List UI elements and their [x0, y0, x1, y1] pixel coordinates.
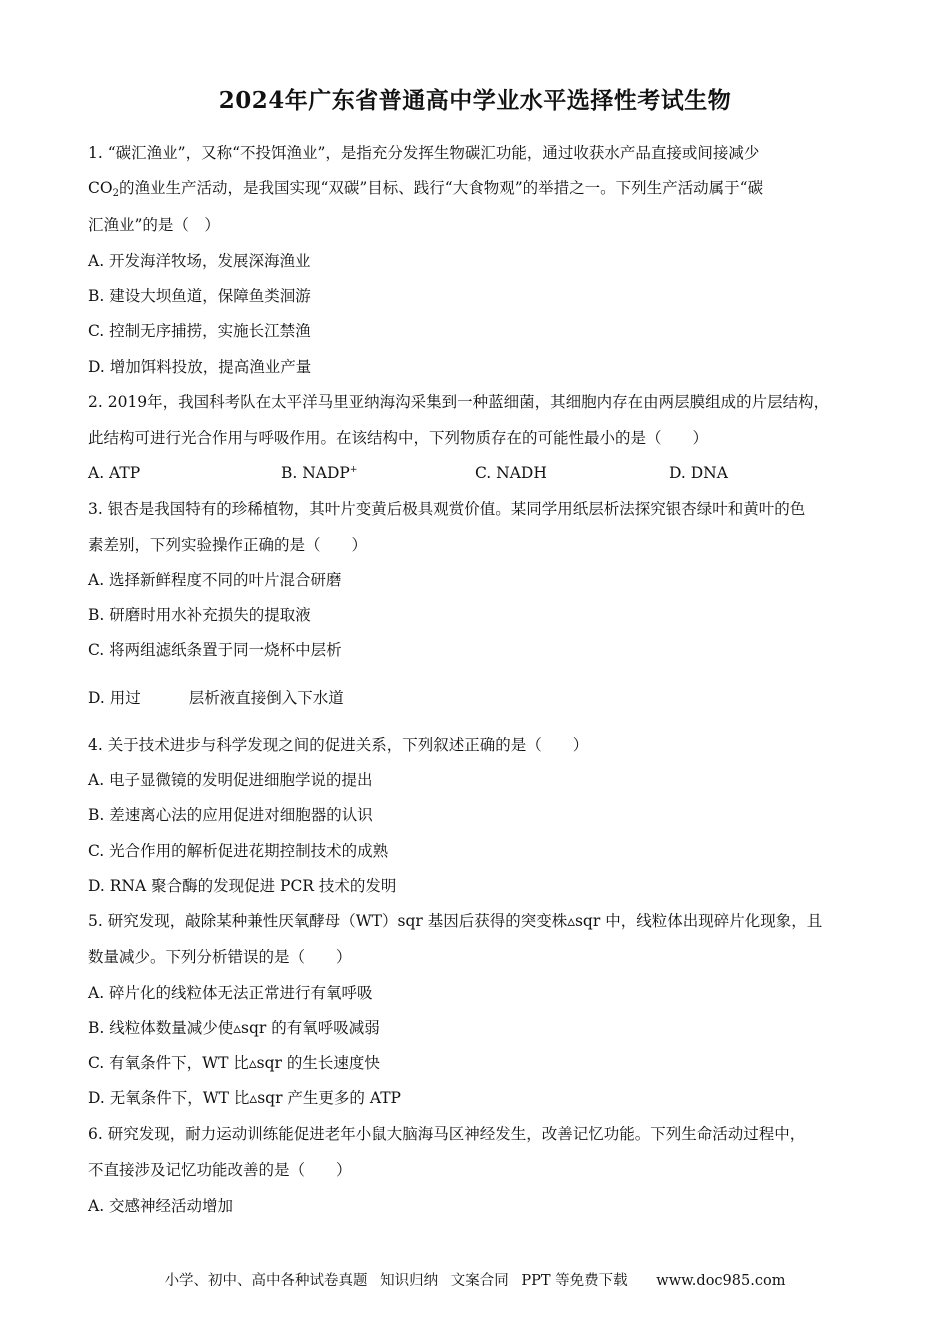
q4-option-b: B. 差速离心法的应用促进对细胞器的认识: [88, 806, 373, 824]
q5-stem-line2: 数量减少。下列分析错误的是（ ）: [88, 948, 352, 966]
q4-option-d: D. RNA 聚合酶的发现促进 PCR 技术的发明: [88, 877, 397, 895]
q3-option-d-end: 层析液直接倒入下水道: [188, 689, 344, 707]
footer-text-4: PPT 等免费下载: [521, 1273, 628, 1289]
q6-stem-line2: 不直接涉及记忆功能改善的是（ ）: [88, 1161, 352, 1179]
q1-option-b: B. 建设大坝鱼道，保障鱼类洄游: [88, 287, 311, 305]
q2-option-c: C. NADH: [475, 464, 547, 482]
q1-stem-line1: 1. “碳汇渔业”，又称“不投饵渔业”，是指充分发挥生物碳汇功能，通过收获水产品直接或间接减少: [88, 144, 760, 162]
q1-option-c: C. 控制无序捕捞，实施长江禁渔: [88, 322, 311, 340]
footer-text-1: 小学、初中、高中各种试卷真题: [164, 1273, 368, 1289]
q3-option-d-start: D. 用过: [88, 689, 141, 707]
q1-co2-subscript: 2: [112, 188, 119, 199]
q2-option-b: [281, 463, 357, 483]
q3-option-d: [88, 688, 344, 708]
q5-option-c: C. 有氧条件下，WT 比▵sqr 的生长速度快: [88, 1054, 380, 1072]
footer-website-link[interactable]: www.doc985.com: [656, 1273, 786, 1289]
page-title: 2024年广东省普通高中学业水平选择性考试生物: [218, 87, 732, 114]
q3-option-b: B. 研磨时用水补充损失的提取液: [88, 606, 311, 624]
q1-stem-line3: 汇渔业”的是（ ）: [88, 216, 220, 234]
q1-co2-text: CO: [88, 179, 113, 197]
q2-stem-line2: 此结构可进行光合作用与呼吸作用。在该结构中，下列物质存在的可能性最小的是（ ）: [88, 429, 709, 447]
q1-stem-line2-rest: 的渔业生产活动，是我国实现“双碳”目标、践行“大食物观”的举措之一。下列生产活动属于“碳: [118, 179, 764, 197]
q5-stem-line1: 5. 研究发现，敲除某种兼性厌氧酵母（WT）sqr 基因后获得的突变株▵sqr 中，线粒体出现碎片化现象，且: [88, 912, 823, 930]
q3-stem-line1: 3. 银杏是我国特有的珍稀植物，其叶片变黄后极具观赏价值。某同学用纸层析法探究银杏绿叶和黄叶的色: [88, 500, 806, 518]
q6-stem-line1: 6. 研究发现，耐力运动训练能促进老年小鼠大脑海马区神经发生，改善记忆功能。下列生命活动过程中，: [88, 1125, 806, 1143]
q3-option-c: C. 将两组滤纸条置于同一烧杯中层析: [88, 641, 342, 659]
q4-option-a: A. 电子显微镜的发明促进细胞学说的提出: [88, 771, 373, 789]
footer-text-2: 知识归纳: [380, 1273, 439, 1289]
q2-option-a: A. ATP: [88, 464, 141, 482]
q1-option-d: D. 增加饵料投放，提高渔业产量: [88, 358, 312, 376]
q3-stem-line2: 素差别，下列实验操作正确的是（ ）: [88, 536, 368, 554]
q5-option-d: D. 无氧条件下，WT 比▵sqr 产生更多的 ATP: [88, 1089, 401, 1107]
q2-stem-line1: 2. 2019年，我国科考队在太平洋马里亚纳海沟采集到一种蓝细菌，其细胞内存在由两层膜组成的片层结构，: [88, 393, 830, 411]
q2-option-b-text: B. NADP: [281, 464, 350, 482]
q4-option-c: C. 光合作用的解析促进花期控制技术的成熟: [88, 842, 389, 860]
q2-option-b-superscript: +: [349, 465, 358, 475]
q1-option-a: A. 开发海洋牧场，发展深海渔业: [88, 252, 311, 270]
q1-stem-line2: [88, 178, 763, 198]
q5-option-a: A. 碎片化的线粒体无法正常进行有氧呼吸: [88, 984, 373, 1002]
q6-option-a: A. 交感神经活动增加: [88, 1197, 234, 1215]
page-footer: [0, 1269, 950, 1290]
q3-option-a: A. 选择新鲜程度不同的叶片混合研磨: [88, 571, 342, 589]
q5-option-b: B. 线粒体数量减少使▵sqr 的有氧呼吸减弱: [88, 1019, 380, 1037]
q2-option-d: D. DNA: [669, 464, 728, 482]
q4-stem-line1: 4. 关于技术进步与科学发现之间的促进关系，下列叙述正确的是（ ）: [88, 736, 589, 754]
footer-text-3: 文案合同: [450, 1273, 509, 1289]
